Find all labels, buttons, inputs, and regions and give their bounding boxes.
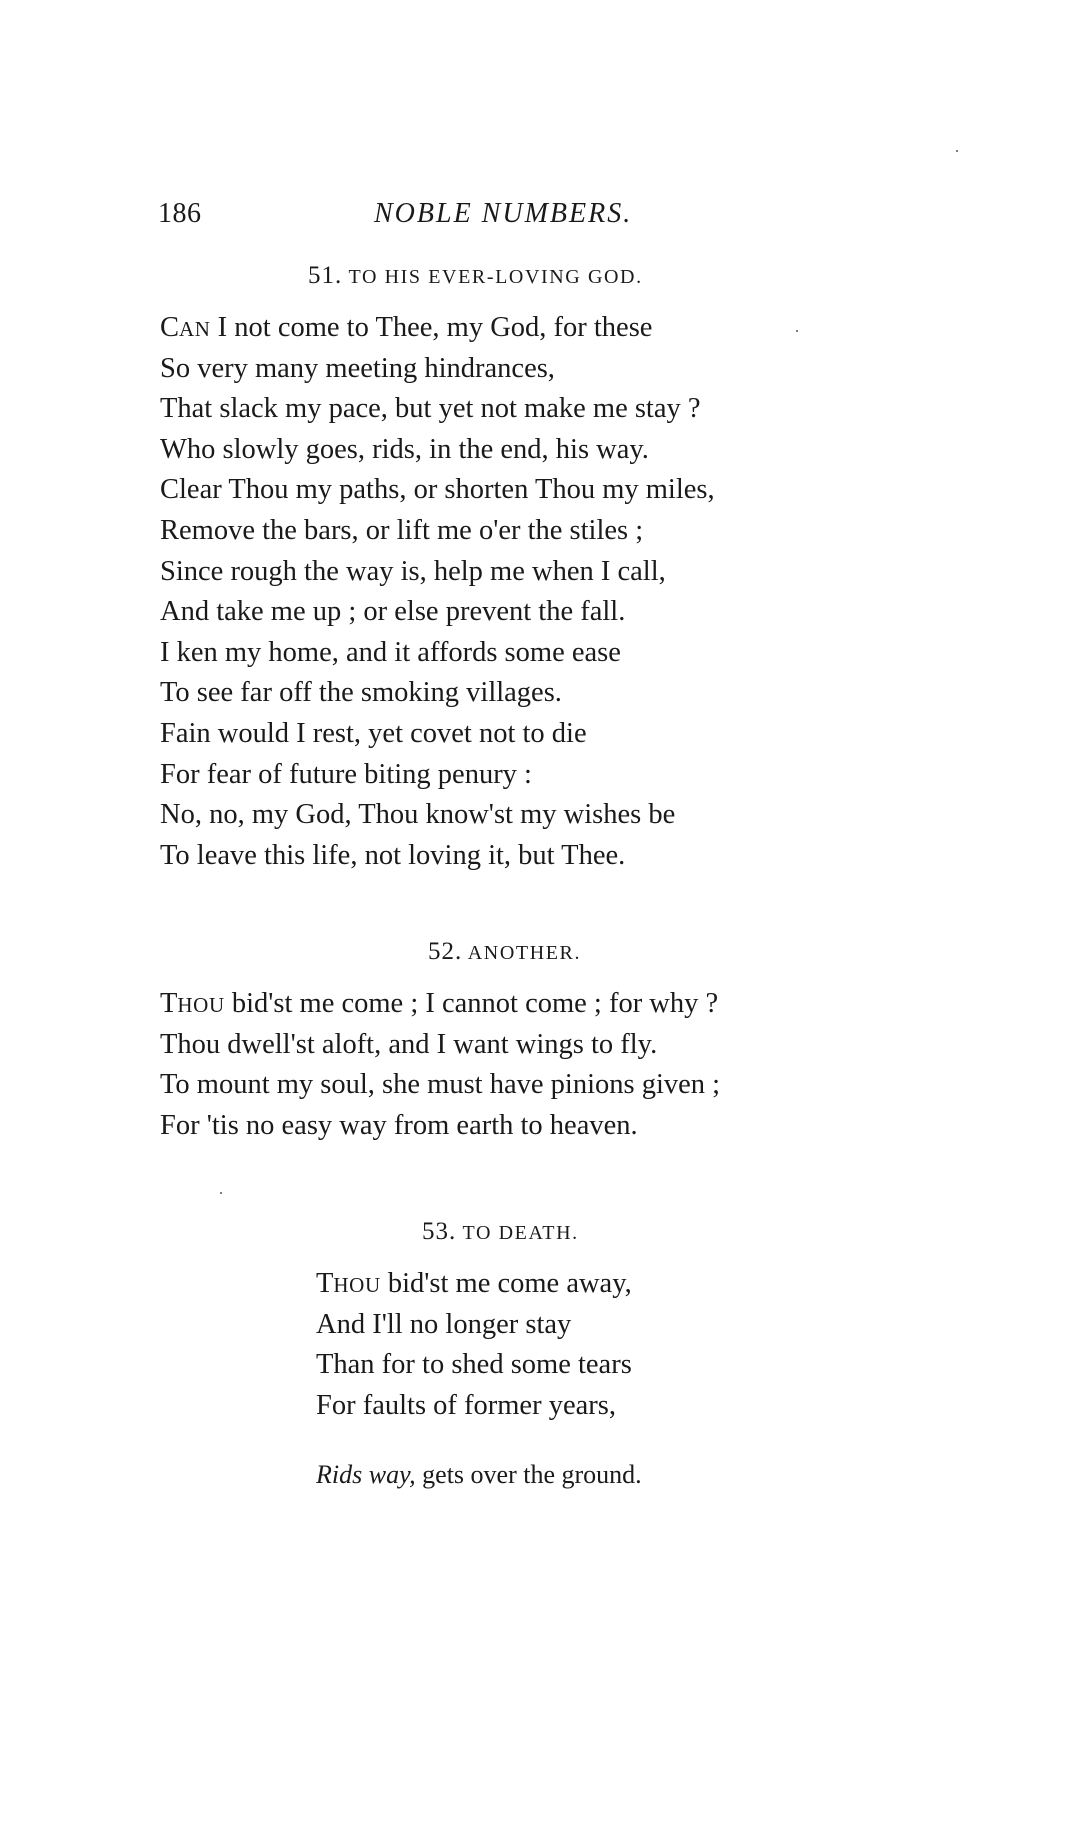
small-caps: HOU [177, 993, 225, 1017]
poem-line: For 'tis no easy way from earth to heaven. [160, 1109, 638, 1141]
poem-line: I ken my home, and it affords some ease [160, 636, 621, 668]
poem-title: TO DEATH. [462, 1222, 579, 1244]
poem-line: And I'll no longer stay [316, 1308, 572, 1340]
poem-line: Than for to shed some tears [316, 1349, 632, 1381]
first-line-text: bid'st me come ; I cannot come ; for why ? [224, 988, 719, 1019]
poem-line: To mount my soul, she must have pinions given ; [160, 1069, 721, 1101]
footnote-definition: gets over the ground. [415, 1460, 642, 1489]
poem-heading-52 [428, 938, 581, 966]
poem-line: Remove the bars, or lift me o'er the stiles ; [160, 514, 644, 546]
drop-cap: T [316, 1268, 334, 1299]
poem-line [160, 308, 715, 349]
poem-line [160, 984, 720, 1025]
poem-line: For faults of former years, [316, 1389, 616, 1421]
poem-line: So very many meeting hindrances, [160, 352, 555, 384]
poem-number: 51. [308, 262, 343, 289]
small-caps: HOU [333, 1273, 381, 1297]
poem-line [316, 1264, 632, 1305]
poem-title: ANOTHER. [467, 942, 582, 964]
footnote [316, 1460, 642, 1490]
page-number: 186 [158, 198, 202, 229]
poem-body-52 [160, 984, 720, 1146]
poem-line: For fear of future biting penury : [160, 758, 532, 790]
poem-title: TO HIS EVER-LOVING GOD. [348, 266, 643, 288]
poem-line: To see far off the smoking villages. [160, 677, 562, 709]
poem-heading-53 [422, 1218, 579, 1246]
poem-number: 52. [428, 938, 463, 965]
print-speck [956, 150, 958, 152]
poem-line: No, no, my God, Thou know'st my wishes be [160, 799, 676, 831]
poem-line: Who slowly goes, rids, in the end, his way. [160, 433, 649, 465]
poem-heading-51 [308, 262, 643, 290]
drop-cap: C [160, 312, 180, 343]
poem-line: Clear Thou my paths, or shorten Thou my miles, [160, 474, 715, 506]
poem-body-51 [160, 308, 715, 876]
poem-line: Thou dwell'st aloft, and I want wings to fly. [160, 1028, 658, 1060]
first-line-text: I not come to Thee, my God, for these [210, 312, 653, 343]
first-line-text: bid'st me come away, [380, 1268, 632, 1299]
print-speck [796, 330, 798, 332]
small-caps: AN [179, 317, 211, 341]
print-speck [220, 1192, 222, 1194]
poem-line: Fain would I rest, yet covet not to die [160, 717, 587, 749]
running-head [158, 198, 878, 238]
poem-line: To leave this life, not loving it, but Thee. [160, 839, 626, 871]
poem-body-53 [316, 1264, 632, 1426]
footnote-term: Rids way, [316, 1460, 416, 1489]
drop-cap: T [160, 988, 178, 1019]
poem-number: 53. [422, 1218, 457, 1245]
running-title: NOBLE NUMBERS. [374, 198, 633, 229]
poem-line: Since rough the way is, help me when I call, [160, 555, 666, 587]
poem-line: That slack my pace, but yet not make me stay ? [160, 393, 701, 425]
poem-line: And take me up ; or else prevent the fall. [160, 596, 626, 628]
